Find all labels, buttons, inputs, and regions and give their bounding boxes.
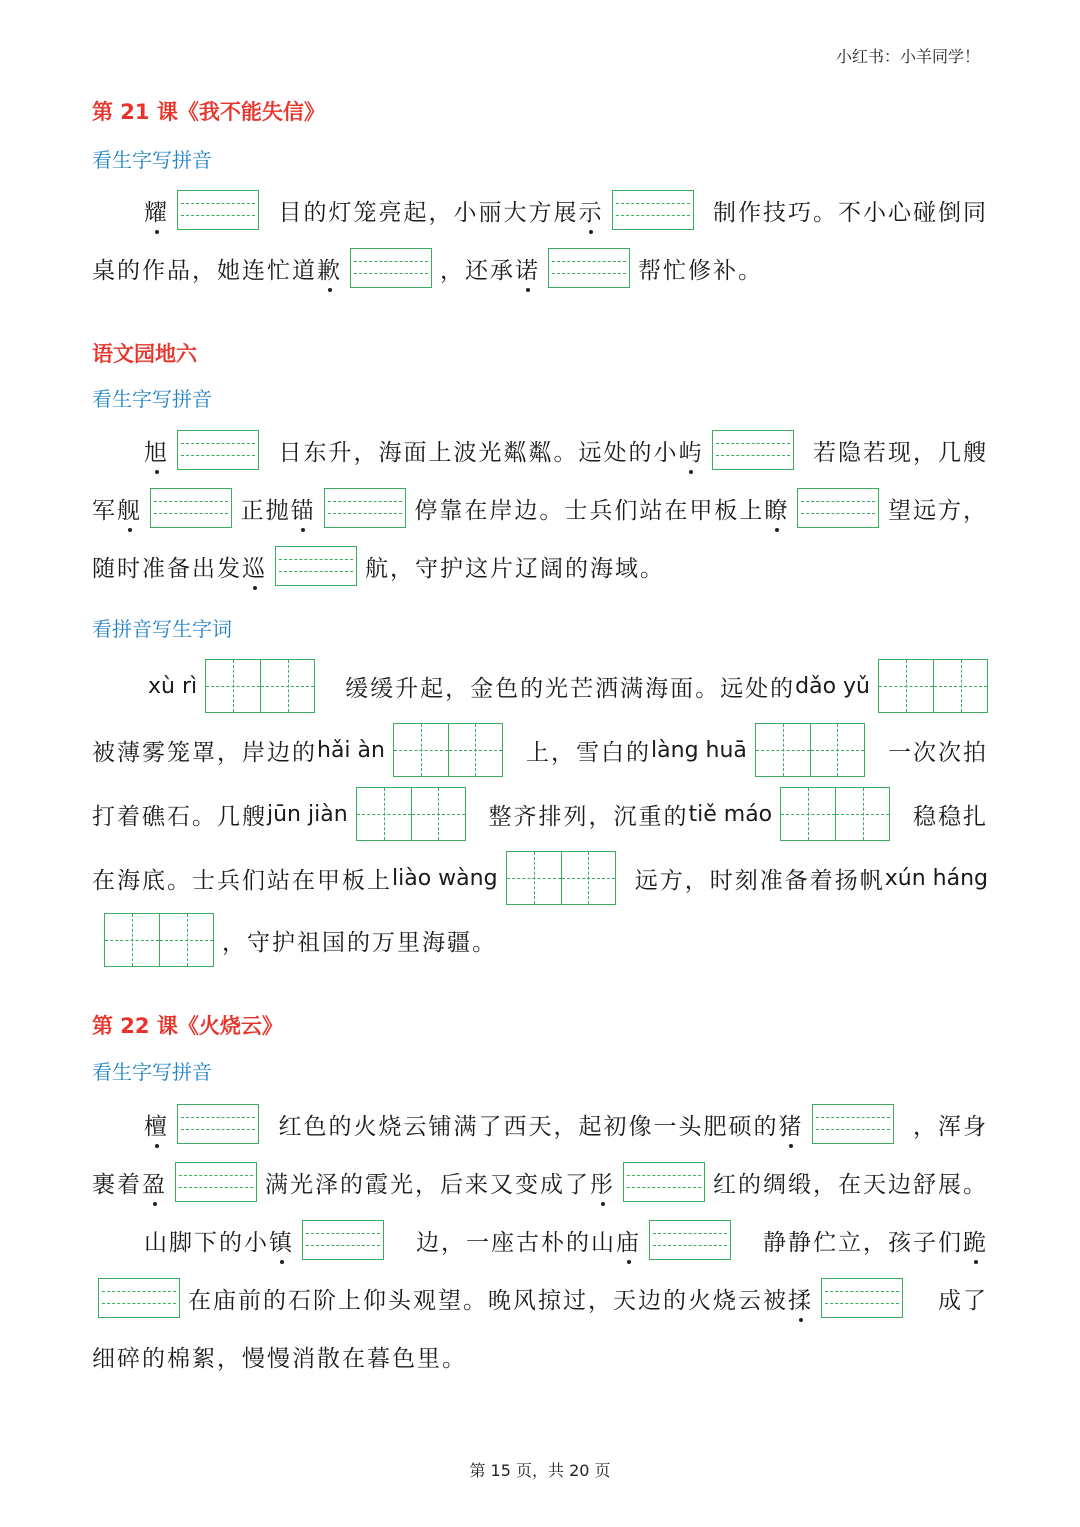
- dotted-char: 檀: [144, 1108, 169, 1141]
- pinyin-text: jūn jiàn: [267, 801, 348, 827]
- text: 远方，时刻准备着扬帆: [634, 867, 885, 894]
- pinyin-box[interactable]: [150, 488, 232, 528]
- text: 目的灯笼亮起，小丽大方展: [278, 199, 579, 226]
- text: 上，雪白的: [526, 739, 652, 766]
- pinyin-text: dǎo yǔ: [795, 673, 870, 699]
- lesson-22-line-1: [92, 1095, 988, 1153]
- text: 随时准备出发: [92, 555, 242, 582]
- character-grid[interactable]: [780, 787, 890, 841]
- pinyin-box[interactable]: [275, 546, 357, 586]
- garden-6-subtitle-2: 看拼音写生字词: [92, 617, 232, 641]
- dotted-char: 诺: [515, 252, 540, 285]
- lesson-22-line-4: [92, 1269, 988, 1327]
- pinyin-box[interactable]: [821, 1278, 903, 1318]
- character-grid[interactable]: [506, 851, 616, 905]
- text: 正抛: [240, 497, 291, 524]
- dotted-char: 瞭: [764, 492, 789, 525]
- lesson-22-title: 第 22 课《火烧云》: [92, 1014, 283, 1038]
- text: ，还承: [440, 257, 515, 284]
- text: 稳稳扎: [912, 803, 988, 830]
- pinyin-box[interactable]: [177, 430, 259, 470]
- character-grid[interactable]: [878, 659, 988, 713]
- text: 在海底。士兵们站在甲板上: [92, 867, 392, 894]
- pinyin-text: xún háng: [884, 865, 988, 891]
- dotted-char: 猪: [779, 1108, 804, 1141]
- pinyin-box[interactable]: [324, 488, 406, 528]
- lesson-21-line-2: [92, 239, 988, 297]
- pinyin-box[interactable]: [623, 1162, 705, 1202]
- text: 裹着: [92, 1171, 142, 1198]
- text: 在庙前的石阶上仰头观望。晚风掠过，天边的火烧云被: [188, 1287, 788, 1314]
- dotted-char: 巡: [242, 550, 267, 583]
- pinyin-line-5: [92, 910, 988, 970]
- dotted-char: 镇: [269, 1224, 294, 1257]
- pinyin-box[interactable]: [177, 1104, 259, 1144]
- dotted-char: 盈: [142, 1166, 167, 1199]
- pinyin-line-4: [92, 848, 988, 908]
- text: 若隐若现，几艘: [813, 439, 988, 466]
- text: 帮忙修补。: [638, 257, 763, 284]
- dotted-char: 耀: [144, 194, 169, 227]
- text: 航，守护这片辽阔的海域。: [365, 555, 665, 582]
- text: 山脚下的小: [144, 1229, 269, 1256]
- pinyin-box[interactable]: [302, 1220, 384, 1260]
- dotted-char: 跪: [963, 1224, 988, 1257]
- pinyin-box[interactable]: [712, 430, 794, 470]
- pinyin-text: làng huā: [651, 737, 747, 763]
- text: 制作技巧。不小心碰倒同: [713, 199, 988, 226]
- watermark: 小红书：小羊同学！: [835, 47, 980, 66]
- lesson-21-title: 第 21 课《我不能失信》: [92, 100, 325, 124]
- text: 一次次拍: [888, 739, 988, 766]
- pinyin-box[interactable]: [612, 190, 694, 230]
- pinyin-box[interactable]: [175, 1162, 257, 1202]
- pinyin-text: tiě máo: [688, 801, 773, 827]
- garden-6-title: 语文园地六: [92, 342, 197, 366]
- pinyin-box[interactable]: [98, 1278, 180, 1318]
- text: 军: [92, 497, 117, 524]
- text: ，守护祖国的万里海疆。: [222, 929, 497, 956]
- pinyin-text: liào wàng: [392, 865, 498, 891]
- text: 日东升，海面上波光粼粼。远处的小: [278, 439, 679, 466]
- pinyin-box[interactable]: [649, 1220, 731, 1260]
- dotted-char: 旭: [144, 434, 169, 467]
- text: 细碎的棉絮，慢慢消散在暮色里。: [92, 1345, 467, 1372]
- lesson-21-subtitle: 看生字写拼音: [92, 148, 212, 172]
- lesson-22-line-5: [92, 1327, 988, 1385]
- dotted-char: 屿: [679, 434, 704, 467]
- text: 红色的火烧云铺满了西天，起初像一头肥硕的: [278, 1113, 779, 1140]
- text: 满光泽的霞光，后来又变成了: [265, 1171, 590, 1198]
- text: 成了: [938, 1287, 988, 1314]
- pinyin-box[interactable]: [548, 248, 630, 288]
- text: 红的绸缎，在天边舒展。: [713, 1171, 988, 1198]
- text: 缓缓升起，金色的光芒洒满海面。远处的: [345, 675, 796, 702]
- lesson-21-line-1: [92, 181, 988, 239]
- text: 打着礁石。几艘: [92, 803, 267, 830]
- character-grid[interactable]: [205, 659, 315, 713]
- text: 边，一座古朴的山: [416, 1229, 616, 1256]
- dotted-char: 锚: [291, 492, 316, 525]
- garden-6-line-2: [92, 479, 988, 537]
- lesson-22-subtitle: 看生字写拼音: [92, 1060, 212, 1084]
- pinyin-box[interactable]: [797, 488, 879, 528]
- garden-6-subtitle-1: 看生字写拼音: [92, 387, 212, 411]
- pinyin-line-3: [92, 784, 988, 844]
- dotted-char: 歉: [317, 252, 342, 285]
- text: ，浑身: [913, 1113, 988, 1140]
- page-footer: 第 15 页，共 20 页: [469, 1461, 611, 1480]
- character-grid[interactable]: [393, 723, 503, 777]
- dotted-char: 示: [579, 194, 604, 227]
- lesson-22-line-2: [92, 1153, 988, 1211]
- text: 整齐排列，沉重的: [488, 803, 689, 830]
- pinyin-box[interactable]: [812, 1104, 894, 1144]
- lesson-22-line-3: [92, 1211, 988, 1269]
- character-grid[interactable]: [356, 787, 466, 841]
- text: 望远方，: [887, 497, 988, 524]
- dotted-char: 庙: [616, 1224, 641, 1257]
- dotted-char: 舰: [117, 492, 142, 525]
- text: 静静伫立，孩子们: [763, 1229, 963, 1256]
- character-grid[interactable]: [104, 913, 214, 967]
- dotted-char: 揉: [788, 1282, 813, 1315]
- pinyin-text: hǎi àn: [317, 737, 385, 763]
- text: 被薄雾笼罩，岸边的: [92, 739, 317, 766]
- text: 桌的作品，她连忙道: [92, 257, 317, 284]
- garden-6-line-1: [92, 421, 988, 479]
- text: 停靠在岸边。士兵们站在甲板上: [414, 497, 765, 524]
- pinyin-box[interactable]: [350, 248, 432, 288]
- garden-6-line-3: [92, 537, 988, 595]
- pinyin-text: xù rì: [148, 673, 198, 699]
- pinyin-line-1: [92, 656, 988, 716]
- dotted-char: 彤: [590, 1166, 615, 1199]
- character-grid[interactable]: [755, 723, 865, 777]
- pinyin-box[interactable]: [177, 190, 259, 230]
- pinyin-line-2: [92, 720, 988, 780]
